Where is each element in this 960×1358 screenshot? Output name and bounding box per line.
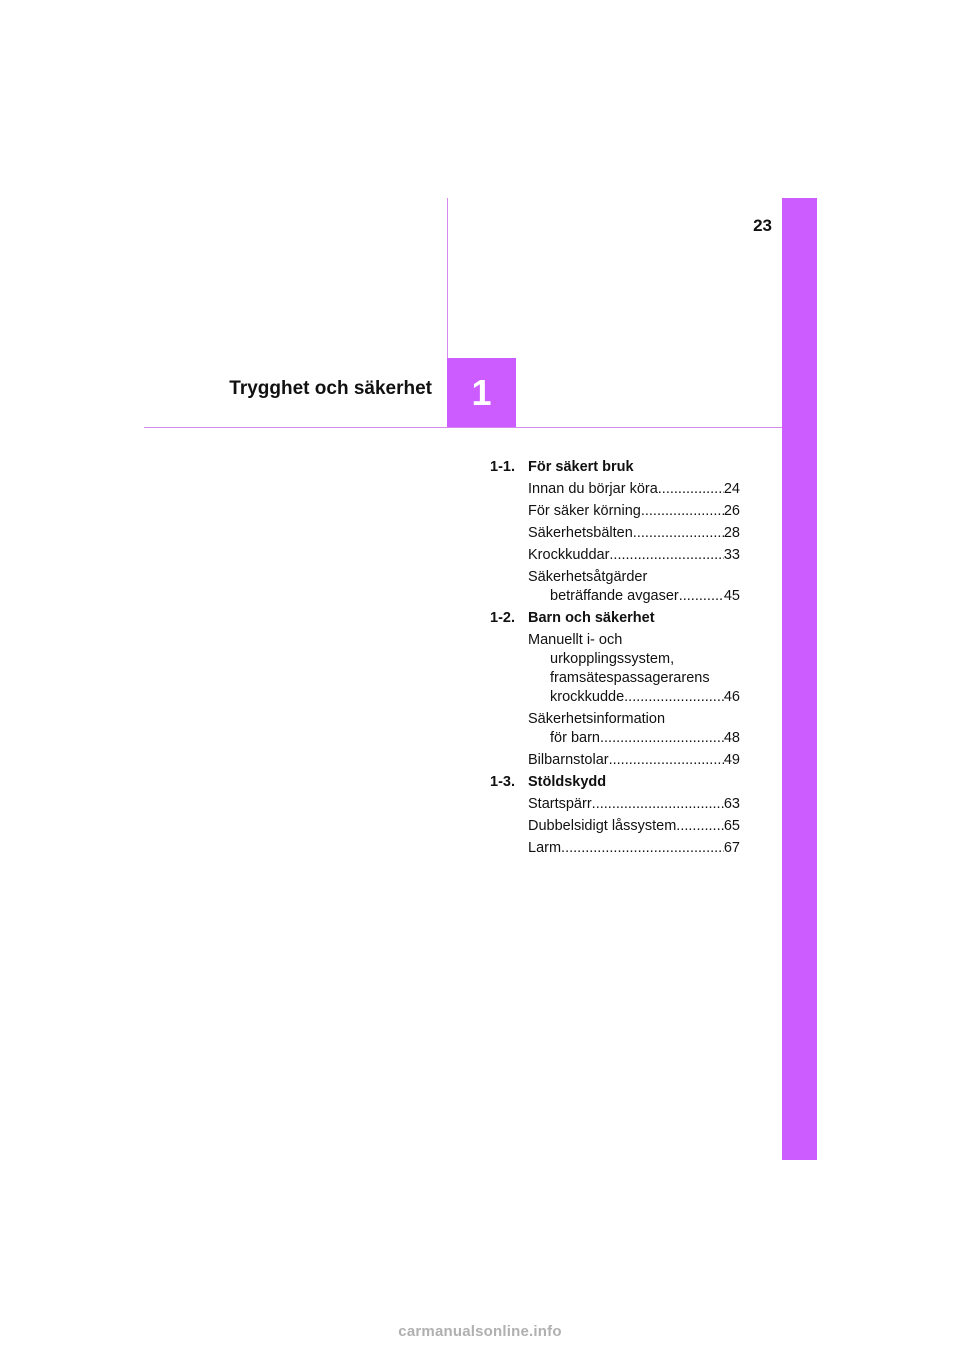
toc-leader-dots	[658, 480, 724, 499]
toc-entry-label: krockkudde	[550, 689, 625, 705]
toc-entry-page: 46	[723, 689, 740, 705]
toc-leader-dots	[561, 839, 724, 858]
toc-entry-continuation: urkopplingssystem,	[550, 651, 675, 667]
watermark: carmanualsonline.info	[398, 1323, 562, 1340]
horizontal-rule	[144, 427, 782, 428]
toc-entry[interactable]	[528, 480, 740, 499]
chapter-title: Trygghet och säkerhet	[229, 378, 432, 399]
toc-entry-lead: Säkerhetsåtgärder	[528, 569, 648, 585]
toc-leader-dots	[592, 795, 724, 814]
toc-entry-page: 48	[723, 730, 740, 746]
toc-leader-dots	[624, 688, 724, 707]
toc-leader-dots	[641, 502, 724, 521]
toc-entry-page: 67	[723, 840, 740, 856]
page-number: 23	[753, 216, 772, 235]
chapter-side-tab	[782, 198, 817, 1160]
toc-leader-dots	[609, 546, 723, 565]
toc-entry[interactable]	[528, 839, 740, 858]
toc-section-title: Stöldskydd	[528, 774, 607, 790]
toc-entry-page: 33	[723, 547, 740, 563]
toc-section-1-3	[490, 773, 740, 858]
toc-entry-page: 24	[723, 481, 740, 497]
toc-entry-label: Innan du börjar köra	[528, 481, 658, 497]
toc-section-title: Barn och säkerhet	[528, 610, 655, 626]
toc-entry-label: beträffande avgaser	[550, 588, 679, 604]
toc-entry-label: Bilbarnstolar	[528, 752, 609, 768]
toc-section-1-1	[490, 458, 740, 606]
toc-entry[interactable]	[528, 568, 740, 606]
toc-entry-continuation: framsätespassagerarens	[550, 670, 710, 686]
vertical-rule	[447, 198, 448, 358]
toc-entry-page: 28	[723, 525, 740, 541]
toc-entry[interactable]	[528, 710, 740, 748]
toc-entry-page: 45	[723, 588, 740, 604]
toc-leader-dots	[609, 751, 724, 770]
toc-section-title: För säkert bruk	[528, 459, 634, 475]
toc-entry[interactable]	[528, 751, 740, 770]
chapter-number: 1	[471, 371, 492, 413]
toc-entry[interactable]	[528, 524, 740, 543]
table-of-contents	[490, 458, 740, 861]
toc-entry-page: 49	[723, 752, 740, 768]
toc-section-heading[interactable]	[490, 773, 740, 792]
toc-entry-label: Säkerhetsbälten	[528, 525, 633, 541]
toc-entry[interactable]	[528, 817, 740, 836]
toc-section-number: 1-2.	[490, 610, 515, 626]
toc-section-1-2	[490, 609, 740, 770]
toc-section-number: 1-3.	[490, 774, 515, 790]
toc-leader-dots	[676, 817, 724, 836]
toc-leader-dots	[679, 587, 724, 606]
chapter-number-box	[447, 358, 516, 427]
toc-entry-page: 65	[723, 818, 740, 834]
toc-entry-page: 26	[723, 503, 740, 519]
toc-entry[interactable]	[528, 502, 740, 521]
toc-leader-dots	[633, 524, 724, 543]
toc-entry-label: Larm	[528, 840, 562, 856]
toc-entry-lead: Manuellt i- och	[528, 632, 623, 648]
toc-entry[interactable]	[528, 631, 740, 707]
toc-entry[interactable]	[528, 795, 740, 814]
toc-section-heading[interactable]	[490, 458, 740, 477]
toc-section-number: 1-1.	[490, 459, 515, 475]
toc-section-heading[interactable]	[490, 609, 740, 628]
toc-entry-page: 63	[723, 796, 740, 812]
toc-entry-lead: Säkerhetsinformation	[528, 711, 666, 727]
toc-entry-label: Krockkuddar	[528, 547, 610, 563]
toc-entry[interactable]	[528, 546, 740, 565]
toc-leader-dots	[600, 729, 724, 748]
toc-entry-label: för barn	[550, 730, 600, 746]
toc-entry-label: För säker körning	[528, 503, 641, 519]
toc-entry-label: Dubbelsidigt låssystem	[528, 818, 677, 834]
toc-entry-label: Startspärr	[528, 796, 592, 812]
